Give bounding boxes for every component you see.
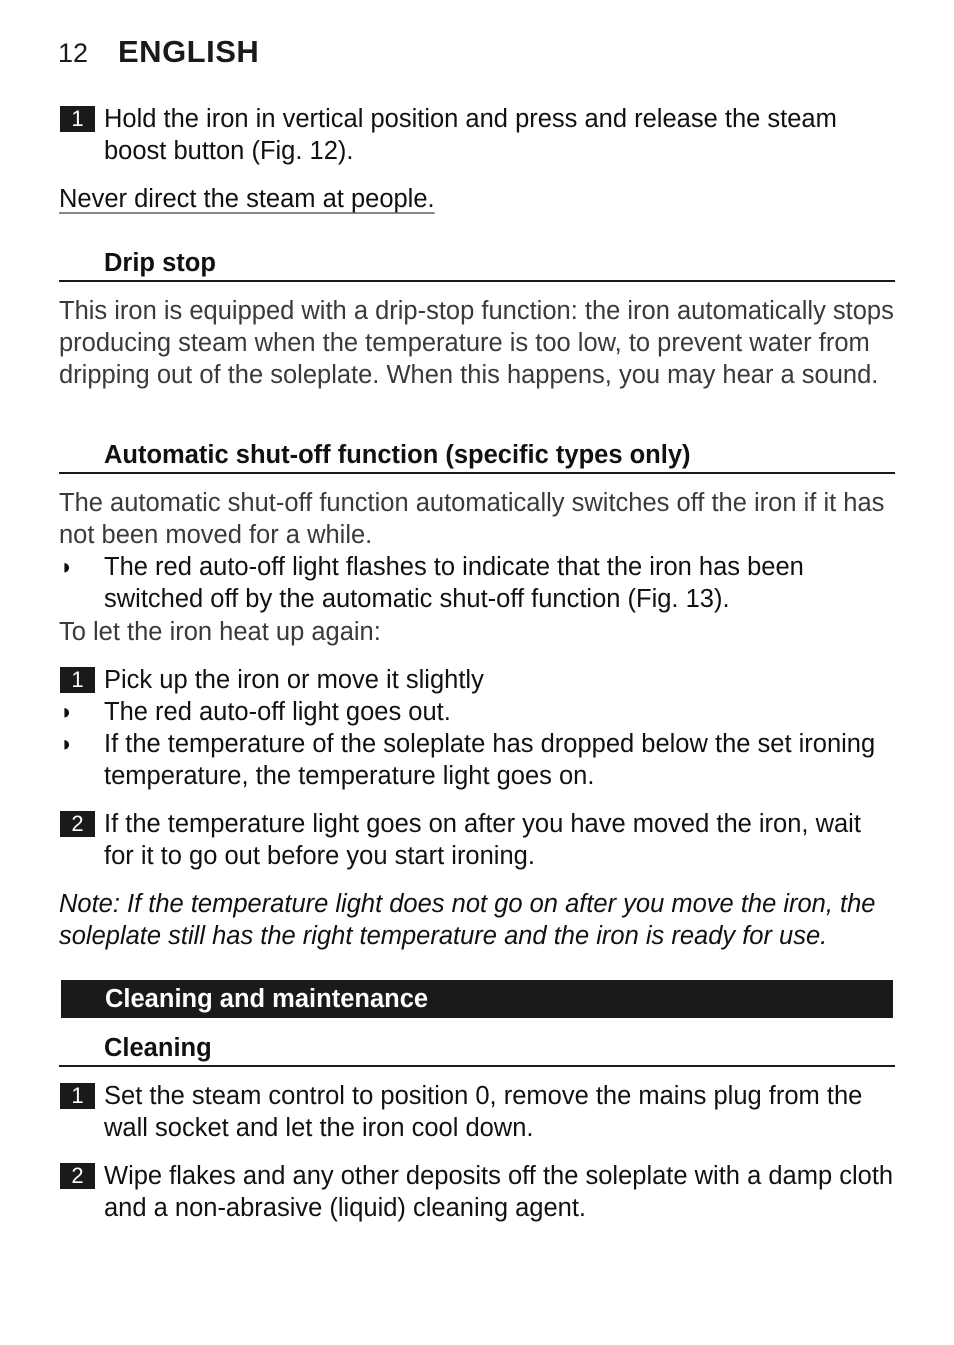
language-title: ENGLISH — [118, 34, 260, 69]
bullet-text: The red auto-off light flashes to indicate that the iron has been switched off by the automatic shut-off function (Fig. 13). — [104, 553, 804, 613]
step-number-badge: 2 — [60, 811, 95, 837]
section-heading-cleaning: Cleaning — [59, 1031, 895, 1067]
bullet-icon: ◗ — [60, 699, 74, 724]
chapter-banner: Cleaning and maintenance — [61, 980, 893, 1018]
bullet-text: If the temperature of the soleplate has dropped below the set ironing temperature, the temperature light goes on. — [104, 730, 876, 790]
drip-stop-body: This iron is equipped with a drip-stop function: the iron automatically stops producing steam when the temperature is too low, to prevent water from dripping out of the soleplate. When this happens, you may hear a sound. — [59, 297, 894, 389]
step-number-badge: 1 — [60, 106, 95, 132]
step-text: Hold the iron in vertical position and press and release the steam boost button (Fig. 12). — [104, 105, 837, 165]
bullet-icon: ◗ — [60, 554, 74, 579]
step-text: Wipe flakes and any other deposits off the soleplate with a damp cloth and a non-abrasive (liquid) cleaning agent. — [104, 1162, 894, 1222]
step-text: If the temperature light goes on after you have moved the iron, wait for it to go out before you start ironing. — [104, 810, 861, 870]
bullet-icon: ◗ — [60, 731, 74, 756]
section-heading-auto-shutoff: Automatic shut-off function (specific types only) — [59, 438, 895, 474]
step-number-badge: 2 — [60, 1163, 95, 1189]
step-number-badge: 1 — [60, 667, 95, 693]
auto-shutoff-intro: The automatic shut-off function automatically switches off the iron if it has not been moved for a while. — [59, 489, 885, 549]
page-number: 12 — [58, 38, 89, 68]
section-heading-drip-stop: Drip stop — [59, 246, 895, 282]
warning-text — [59, 183, 899, 215]
warning-text-inner: Never direct the steam at people. — [59, 185, 435, 213]
step-text: Set the steam control to position 0, remove the mains plug from the wall socket and let the iron cool down. — [104, 1082, 863, 1142]
bullet-text: The red auto-off light goes out. — [104, 698, 451, 726]
step-number-badge: 1 — [60, 1083, 95, 1109]
reheat-intro: To let the iron heat up again: — [59, 618, 381, 646]
note-text: Note: If the temperature light does not go on after you move the iron, the soleplate still has the right temperature and the iron is ready for use. — [59, 890, 876, 950]
step-text: Pick up the iron or move it slightly — [104, 666, 484, 694]
